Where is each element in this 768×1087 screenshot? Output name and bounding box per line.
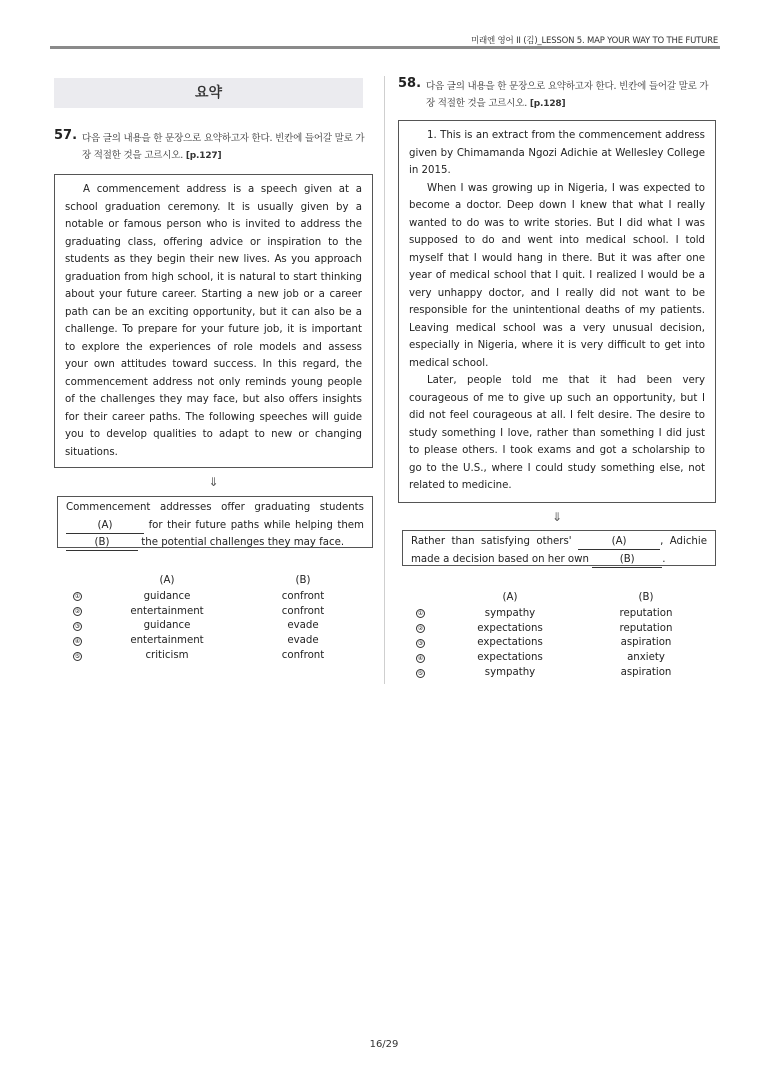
instruction-text: 다음 글의 내용을 한 문장으로 요약하고자 한다. 빈칸에 들어갈 말로 가장 적절한 것을 고르시오. [426,81,709,109]
option-number: ① [74,593,81,601]
options-57 [73,571,363,663]
option-b: aspiration [620,637,672,649]
page-reference: [p.128] [529,99,566,109]
option-number: ④ [74,637,81,645]
option-a: expectations [477,622,543,634]
page-reference: [p.127] [185,151,222,161]
option-number: ⑤ [417,669,424,677]
column-b-header: (B) [638,591,654,603]
options-header [416,588,706,606]
header-divider [50,46,720,49]
option-a: guidance [143,620,191,632]
question-number: 57. [54,128,78,143]
blank-a: (A) [578,535,660,550]
option-b: aspiration [620,667,672,679]
question-number: 58. [398,76,422,91]
option-b: evade [287,620,319,632]
column-a-header: (A) [502,591,518,603]
option-b: confront [281,590,325,602]
option-a: sympathy [484,667,536,679]
column-divider [384,76,385,684]
option-number: ③ [417,639,424,647]
summary-text: Rather than satisfying others' [411,536,572,547]
question-instruction [54,130,366,165]
option-4[interactable] [416,650,706,665]
option-5[interactable] [416,665,706,680]
header-title: 미래엔 영어 II (김)_LESSON 5. MAP YOUR WAY TO THE FUTURE [471,36,718,46]
section-title: 요약 [54,78,363,108]
option-number: ③ [74,622,81,630]
question-58 [398,78,716,113]
option-b: anxiety [627,652,665,664]
down-arrow-icon: ⇓ [208,475,219,489]
option-2[interactable] [73,604,363,619]
column-b-header: (B) [295,574,311,586]
summary-text: the potential challenges they may face. [141,537,345,548]
option-number: ① [417,610,424,618]
option-a: guidance [143,590,191,602]
option-a: criticism [145,650,189,662]
options-58 [416,588,706,680]
option-2[interactable] [416,621,706,636]
down-arrow-icon: ⇓ [551,510,563,524]
question-57 [54,130,366,165]
instruction-text: 다음 글의 내용을 한 문장으로 요약하고자 한다. 빈칸에 들어갈 말로 가장 적절한 것을 고르시오. [82,133,365,161]
option-4[interactable] [73,633,363,648]
option-b: reputation [619,607,673,619]
passage-paragraph: 1. This is an extract from the commencement address given by Chimamanda Ngozi Adichie at Wellesley College in 2015. [409,130,705,176]
blank-b: (B) [66,536,138,551]
blank-b: (B) [592,553,662,568]
column-a-header: (A) [159,574,175,586]
option-a: entertainment [130,605,204,617]
summary-text: for their future paths while helping them [148,519,364,531]
summary-58 [402,530,716,566]
option-b: confront [281,650,325,662]
passage-paragraph: A commencement address is a speech given at a school graduation ceremony. It is usually given by a notable or famous person who is invited to address the graduating class, offering advice or inspiration to the students as they begin their new lives. As you approach graduation from high school, it is natural to start thinking about your future career. Starting a new job or a career path can be an exciting opportunity, but it can also be a challenge. To prepare for your future job, it is important to explore the experiences of role models and assess your own attitudes toward success. In this regard, the commencement address not only reminds young people of the challenges they may face, but also offers insights for their career paths. The following speeches will guide you to develop qualities to adapt to new or changing situations. [65,184,362,458]
option-b: reputation [619,622,673,634]
option-a: expectations [477,637,543,649]
option-a: expectations [477,652,543,664]
option-a: entertainment [130,635,204,647]
option-3[interactable] [73,619,363,634]
option-b: evade [287,635,319,647]
option-number: ② [74,608,81,616]
option-3[interactable] [416,636,706,651]
passage-paragraph: When I was growing up in Nigeria, I was expected to become a doctor. Deep down I knew that what I really wanted to do was to write stories. But I did what I was supposed to do and went into medical school. I told myself that I would hang in there. But it was after one year of medical school that I quit. I realized I would be a very unhappy doctor, and I really did not want to be responsible for the unintentional deaths of my patients. Leaving medical school was a very unusual decision, especially in Nigeria, where it is very difficult to get into medical school. [409,182,705,369]
summary-text: , Adichie made a decision based on her own [411,536,707,565]
passage-57 [54,174,373,468]
option-1[interactable] [416,606,706,621]
passage-paragraph: Later, people told me that it had been very courageous of me to give up such an opportunity, but I did not feel courageous at all. I felt desire. The desire to study something I love, rather than something I did just to please others. I took exams and got a scholarship to go to the U.S., where I could study something else, not related to medicine. [409,375,705,491]
option-1[interactable] [73,589,363,604]
summary-text: Commencement addresses offer graduating students [66,502,364,513]
question-instruction [398,78,716,113]
option-a: sympathy [484,607,536,619]
blank-a: (A) [66,519,144,534]
summary-57 [57,496,373,548]
summary-text: . [662,553,666,565]
passage-58 [398,120,716,503]
option-5[interactable] [73,648,363,663]
option-number: ② [417,625,424,633]
page-number: 16/29 [369,1039,399,1050]
option-b: confront [281,605,325,617]
options-header [73,571,363,589]
option-number: ⑤ [74,652,81,660]
option-number: ④ [417,654,424,662]
